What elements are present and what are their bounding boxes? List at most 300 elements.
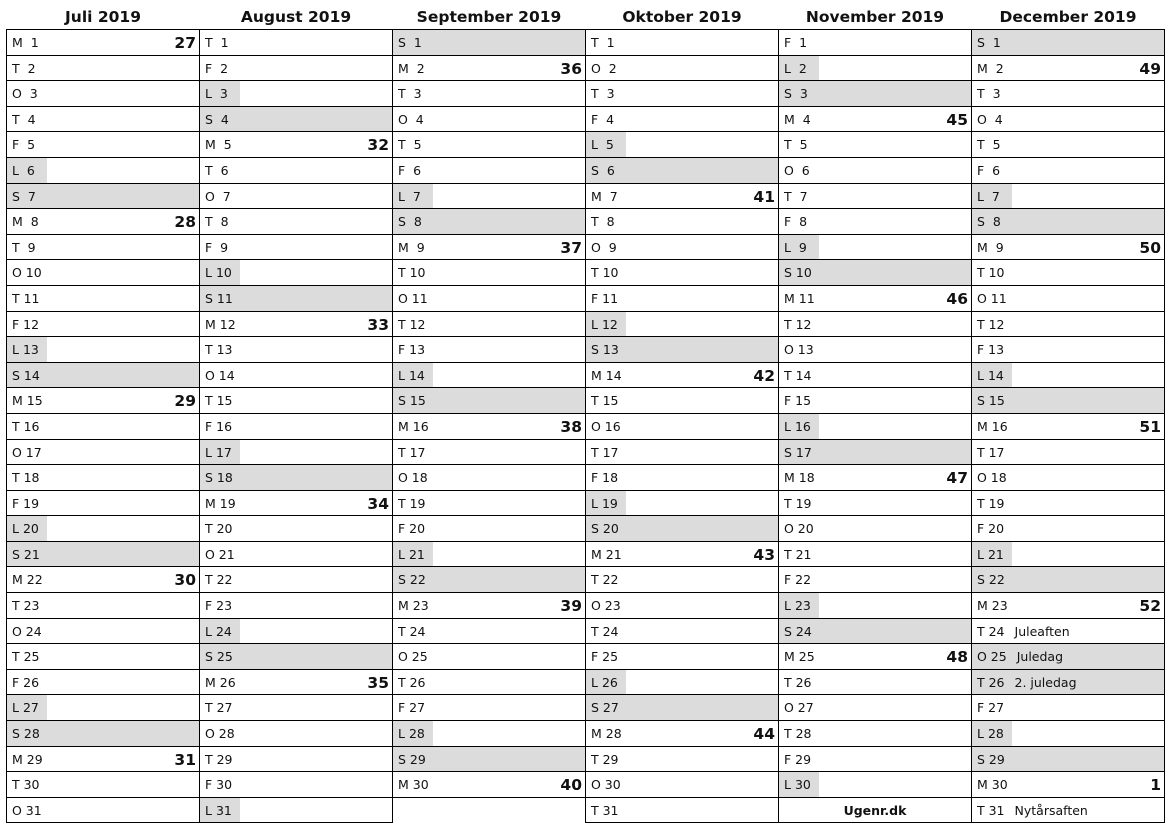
day-cell (972, 132, 1164, 158)
day-label: L 20 (12, 521, 39, 537)
day-label: O 31 (12, 802, 42, 818)
day-label: F 15 (784, 393, 812, 409)
day-cell (972, 158, 1164, 184)
day-label: T 10 (398, 265, 426, 281)
day-list (392, 29, 586, 798)
holiday-note: Juledag (1016, 649, 1064, 665)
day-label: M 15 (12, 393, 43, 409)
day-cell (200, 363, 392, 389)
day-label: T 3 (398, 86, 422, 102)
day-label: M 26 (205, 674, 236, 690)
day-label: T 2 (12, 60, 36, 76)
day-label: O 17 (12, 444, 42, 460)
day-cell (393, 56, 585, 82)
day-cell (7, 644, 199, 670)
day-cell (393, 747, 585, 773)
day-label: L 16 (784, 418, 811, 434)
day-label: F 20 (977, 521, 1005, 537)
day-label: T 8 (591, 214, 615, 230)
day-cell (779, 184, 971, 210)
day-label: T 21 (784, 546, 812, 562)
day-cell (393, 772, 585, 798)
day-cell (972, 363, 1164, 389)
day-cell (779, 312, 971, 338)
day-cell (779, 542, 971, 568)
week-number: 39 (560, 597, 582, 616)
day-label: S 1 (977, 35, 1001, 50)
day-label: T 8 (205, 214, 229, 230)
day-label: O 18 (398, 470, 428, 486)
day-label: S 17 (784, 444, 812, 460)
day-cell (200, 56, 392, 82)
day-cell (7, 670, 199, 696)
day-label: F 20 (398, 521, 426, 537)
day-label: F 1 (784, 35, 808, 50)
day-cell (7, 516, 199, 542)
day-label: M 7 (591, 188, 618, 204)
day-cell (393, 644, 585, 670)
day-list (971, 29, 1165, 823)
day-label: O 4 (398, 111, 424, 127)
day-label: L 21 (398, 546, 425, 562)
day-cell (7, 721, 199, 747)
day-cell (200, 772, 392, 798)
day-cell (779, 516, 971, 542)
day-label: F 13 (398, 342, 426, 358)
day-label: M 22 (12, 572, 43, 588)
day-cell (586, 260, 778, 286)
week-number: 40 (560, 776, 582, 795)
day-label: L 10 (205, 265, 232, 281)
day-cell (7, 81, 199, 107)
day-cell (586, 542, 778, 568)
day-cell (200, 158, 392, 184)
day-label: O 18 (977, 470, 1007, 486)
day-cell (972, 593, 1164, 619)
month-column (971, 0, 1165, 823)
day-cell (200, 619, 392, 645)
day-cell (586, 440, 778, 466)
day-cell (972, 337, 1164, 363)
day-cell (779, 56, 971, 82)
day-cell (7, 414, 199, 440)
day-cell (7, 107, 199, 133)
day-label: M 18 (784, 470, 815, 486)
day-cell (200, 337, 392, 363)
day-label: T 26 (398, 674, 426, 690)
day-cell (393, 363, 585, 389)
day-cell (200, 414, 392, 440)
day-label: M 14 (591, 367, 622, 383)
day-cell (200, 747, 392, 773)
day-cell (200, 440, 392, 466)
day-label: T 20 (205, 521, 233, 537)
day-label: S 24 (784, 623, 812, 639)
day-cell (393, 542, 585, 568)
day-cell (779, 81, 971, 107)
day-cell (972, 56, 1164, 82)
day-label: T 24 (591, 623, 619, 639)
day-label: M 30 (398, 777, 429, 793)
day-cell (7, 286, 199, 312)
day-cell (586, 593, 778, 619)
day-cell (779, 721, 971, 747)
day-cell (393, 184, 585, 210)
day-label: F 27 (977, 700, 1005, 716)
day-cell (393, 158, 585, 184)
day-label: M 16 (977, 418, 1008, 434)
brand-label: Ugenr.dk (779, 798, 971, 824)
month-column (778, 0, 972, 823)
day-label: M 28 (591, 726, 622, 742)
week-number: 28 (174, 213, 196, 232)
week-number: 49 (1139, 59, 1161, 78)
day-cell (393, 312, 585, 338)
day-label: L 2 (784, 60, 807, 76)
day-label: M 9 (398, 239, 425, 255)
day-label: T 10 (977, 265, 1005, 281)
day-label: O 27 (784, 700, 814, 716)
day-cell (972, 440, 1164, 466)
day-cell (972, 670, 1164, 696)
day-label: O 7 (205, 188, 231, 204)
week-number: 35 (367, 673, 389, 692)
day-cell (393, 30, 585, 56)
day-label: T 31 (977, 802, 1005, 818)
day-label: T 13 (205, 342, 233, 358)
day-label: O 24 (12, 623, 42, 639)
day-cell (7, 132, 199, 158)
day-cell (586, 772, 778, 798)
day-cell (972, 184, 1164, 210)
day-cell (972, 388, 1164, 414)
day-cell (586, 567, 778, 593)
day-cell (7, 440, 199, 466)
day-label: F 9 (205, 239, 229, 255)
day-label: L 12 (591, 316, 618, 332)
day-label: T 12 (784, 316, 812, 332)
day-label: L 5 (591, 137, 614, 153)
day-label: T 5 (977, 137, 1001, 153)
day-label: S 15 (977, 393, 1005, 409)
day-label: T 25 (12, 649, 40, 665)
day-label: L 24 (205, 623, 232, 639)
day-cell (586, 798, 778, 824)
day-label: M 23 (977, 598, 1008, 614)
day-label: M 25 (784, 649, 815, 665)
day-cell (393, 132, 585, 158)
day-cell (779, 695, 971, 721)
day-label: F 25 (591, 649, 619, 665)
day-cell (7, 260, 199, 286)
week-number: 29 (174, 392, 196, 411)
day-label: O 2 (591, 60, 617, 76)
week-number: 34 (367, 494, 389, 513)
day-label: S 29 (398, 751, 426, 767)
day-cell (972, 798, 1164, 824)
day-cell (779, 644, 971, 670)
week-number: 50 (1139, 238, 1161, 257)
day-label: L 7 (398, 188, 421, 204)
day-cell (586, 695, 778, 721)
day-cell (200, 542, 392, 568)
day-label: M 9 (977, 239, 1004, 255)
day-label: O 10 (12, 265, 42, 281)
day-label: F 6 (977, 162, 1001, 178)
day-cell (200, 388, 392, 414)
day-label: T 24 (398, 623, 426, 639)
day-cell (779, 260, 971, 286)
day-cell (779, 567, 971, 593)
day-label: M 19 (205, 495, 236, 511)
week-number: 45 (946, 110, 968, 129)
day-label: T 6 (205, 162, 229, 178)
day-label: O 28 (205, 726, 235, 742)
day-cell (586, 158, 778, 184)
day-cell (972, 286, 1164, 312)
day-label: O 14 (205, 367, 235, 383)
day-label: F 22 (784, 572, 812, 588)
day-cell (586, 132, 778, 158)
day-cell (586, 286, 778, 312)
day-cell (586, 721, 778, 747)
day-label: T 5 (784, 137, 808, 153)
day-label: S 8 (398, 214, 422, 230)
month-title: Oktober 2019 (622, 8, 742, 26)
day-cell (200, 286, 392, 312)
week-number: 30 (174, 571, 196, 590)
month-column (199, 0, 393, 823)
day-cell (779, 388, 971, 414)
day-label: O 21 (205, 546, 235, 562)
day-list (6, 29, 200, 823)
holiday-note: Juleaften (1014, 623, 1070, 639)
day-cell (7, 593, 199, 619)
day-cell (7, 695, 199, 721)
day-label: F 13 (977, 342, 1005, 358)
day-cell (200, 465, 392, 491)
day-label: T 23 (12, 598, 40, 614)
day-label: M 29 (12, 751, 43, 767)
day-cell (972, 747, 1164, 773)
day-cell (200, 184, 392, 210)
day-label: S 22 (977, 572, 1005, 588)
day-cell (586, 516, 778, 542)
day-label: S 6 (591, 162, 615, 178)
day-cell (779, 107, 971, 133)
day-cell (586, 30, 778, 56)
week-number: 37 (560, 238, 582, 257)
day-cell (7, 337, 199, 363)
week-number: 44 (753, 725, 775, 744)
month-title: Juli 2019 (65, 8, 141, 26)
month-title: December 2019 (999, 8, 1137, 26)
day-label: L 28 (977, 726, 1004, 742)
day-label: T 14 (784, 367, 812, 383)
day-cell (393, 260, 585, 286)
day-list (585, 29, 779, 823)
day-label: T 19 (977, 495, 1005, 511)
day-cell (200, 235, 392, 261)
week-number: 48 (946, 648, 968, 667)
week-number: 36 (560, 59, 582, 78)
day-label: T 16 (12, 418, 40, 434)
day-cell (586, 747, 778, 773)
day-cell (393, 516, 585, 542)
day-label: T 1 (205, 35, 229, 50)
day-label: T 17 (591, 444, 619, 460)
day-list (199, 29, 393, 823)
day-cell (586, 312, 778, 338)
day-cell (586, 56, 778, 82)
day-cell (779, 465, 971, 491)
day-label: T 15 (205, 393, 233, 409)
day-cell (393, 81, 585, 107)
day-cell (779, 30, 971, 56)
day-label: L 3 (205, 86, 228, 102)
day-label: O 11 (398, 290, 428, 306)
day-cell (972, 542, 1164, 568)
day-cell (779, 286, 971, 312)
day-label: T 4 (12, 111, 36, 127)
day-cell (393, 491, 585, 517)
day-cell (7, 56, 199, 82)
day-label: T 26 (784, 674, 812, 690)
holiday-note: 2. juledag (1014, 674, 1077, 690)
day-cell (779, 593, 971, 619)
day-cell (779, 772, 971, 798)
day-label: F 8 (784, 214, 808, 230)
day-cell (7, 772, 199, 798)
week-number: 27 (174, 34, 196, 52)
day-label: F 26 (12, 674, 40, 690)
week-number: 52 (1139, 597, 1161, 616)
week-number: 51 (1139, 417, 1161, 436)
day-cell (779, 747, 971, 773)
day-cell (779, 363, 971, 389)
day-label: T 15 (591, 393, 619, 409)
day-label: L 28 (398, 726, 425, 742)
week-number: 38 (560, 417, 582, 436)
day-label: S 25 (205, 649, 233, 665)
day-cell (200, 670, 392, 696)
day-cell (972, 235, 1164, 261)
day-label: T 24 (977, 623, 1005, 639)
day-cell (586, 644, 778, 670)
day-label: T 17 (977, 444, 1005, 460)
day-label: M 11 (784, 290, 815, 306)
day-label: S 14 (12, 367, 40, 383)
day-cell (393, 235, 585, 261)
day-cell (779, 440, 971, 466)
day-cell (586, 491, 778, 517)
day-cell (200, 516, 392, 542)
day-label: O 25 (398, 649, 428, 665)
day-cell (7, 465, 199, 491)
day-cell (7, 209, 199, 235)
day-label: L 14 (398, 367, 425, 383)
day-cell (779, 235, 971, 261)
day-cell (7, 747, 199, 773)
day-label: T 1 (591, 35, 615, 50)
day-label: O 25 (977, 649, 1007, 665)
day-label: L 7 (977, 188, 1000, 204)
day-label: O 20 (784, 521, 814, 537)
day-label: F 12 (12, 316, 40, 332)
day-cell (586, 670, 778, 696)
day-cell (200, 567, 392, 593)
day-label: T 19 (784, 495, 812, 511)
day-cell (200, 107, 392, 133)
week-number: 43 (753, 545, 775, 564)
day-label: T 26 (977, 674, 1005, 690)
day-cell (393, 286, 585, 312)
day-label: F 23 (205, 598, 233, 614)
day-cell (972, 312, 1164, 338)
day-label: M 23 (398, 598, 429, 614)
day-cell (200, 209, 392, 235)
day-label: L 19 (591, 495, 618, 511)
day-label: T 9 (12, 239, 36, 255)
day-label: S 13 (591, 342, 619, 358)
day-cell (972, 465, 1164, 491)
week-number: 47 (946, 469, 968, 488)
day-label: L 14 (977, 367, 1004, 383)
day-label: S 18 (205, 470, 233, 486)
day-cell (972, 721, 1164, 747)
day-cell (200, 721, 392, 747)
day-label: T 27 (205, 700, 233, 716)
day-label: T 12 (977, 316, 1005, 332)
month-title: November 2019 (805, 8, 945, 26)
day-cell (972, 209, 1164, 235)
day-label: O 4 (977, 111, 1003, 127)
day-cell (972, 567, 1164, 593)
day-label: S 4 (205, 111, 229, 127)
day-label: T 19 (398, 495, 426, 511)
day-label: S 28 (12, 726, 40, 742)
day-cell (586, 465, 778, 491)
day-cell (200, 593, 392, 619)
day-label: T 12 (398, 316, 426, 332)
day-label: F 18 (591, 470, 619, 486)
day-cell (200, 312, 392, 338)
day-cell (586, 363, 778, 389)
day-label: T 11 (12, 290, 40, 306)
day-label: T 10 (591, 265, 619, 281)
day-cell (779, 670, 971, 696)
day-label: O 16 (591, 418, 621, 434)
day-cell (972, 619, 1164, 645)
day-cell (393, 337, 585, 363)
day-label: T 31 (591, 802, 619, 818)
day-label: L 9 (784, 239, 807, 255)
day-label: M 2 (977, 60, 1004, 76)
day-cell (7, 30, 199, 56)
day-label: L 21 (977, 546, 1004, 562)
day-cell (200, 81, 392, 107)
day-cell (393, 721, 585, 747)
day-label: O 11 (977, 290, 1007, 306)
day-cell (779, 619, 971, 645)
day-label: O 3 (12, 86, 38, 102)
day-label: T 29 (591, 751, 619, 767)
day-label: M 4 (784, 111, 811, 127)
day-label: S 21 (12, 546, 40, 562)
day-cell (586, 107, 778, 133)
day-label: O 30 (591, 777, 621, 793)
day-label: T 3 (591, 86, 615, 102)
